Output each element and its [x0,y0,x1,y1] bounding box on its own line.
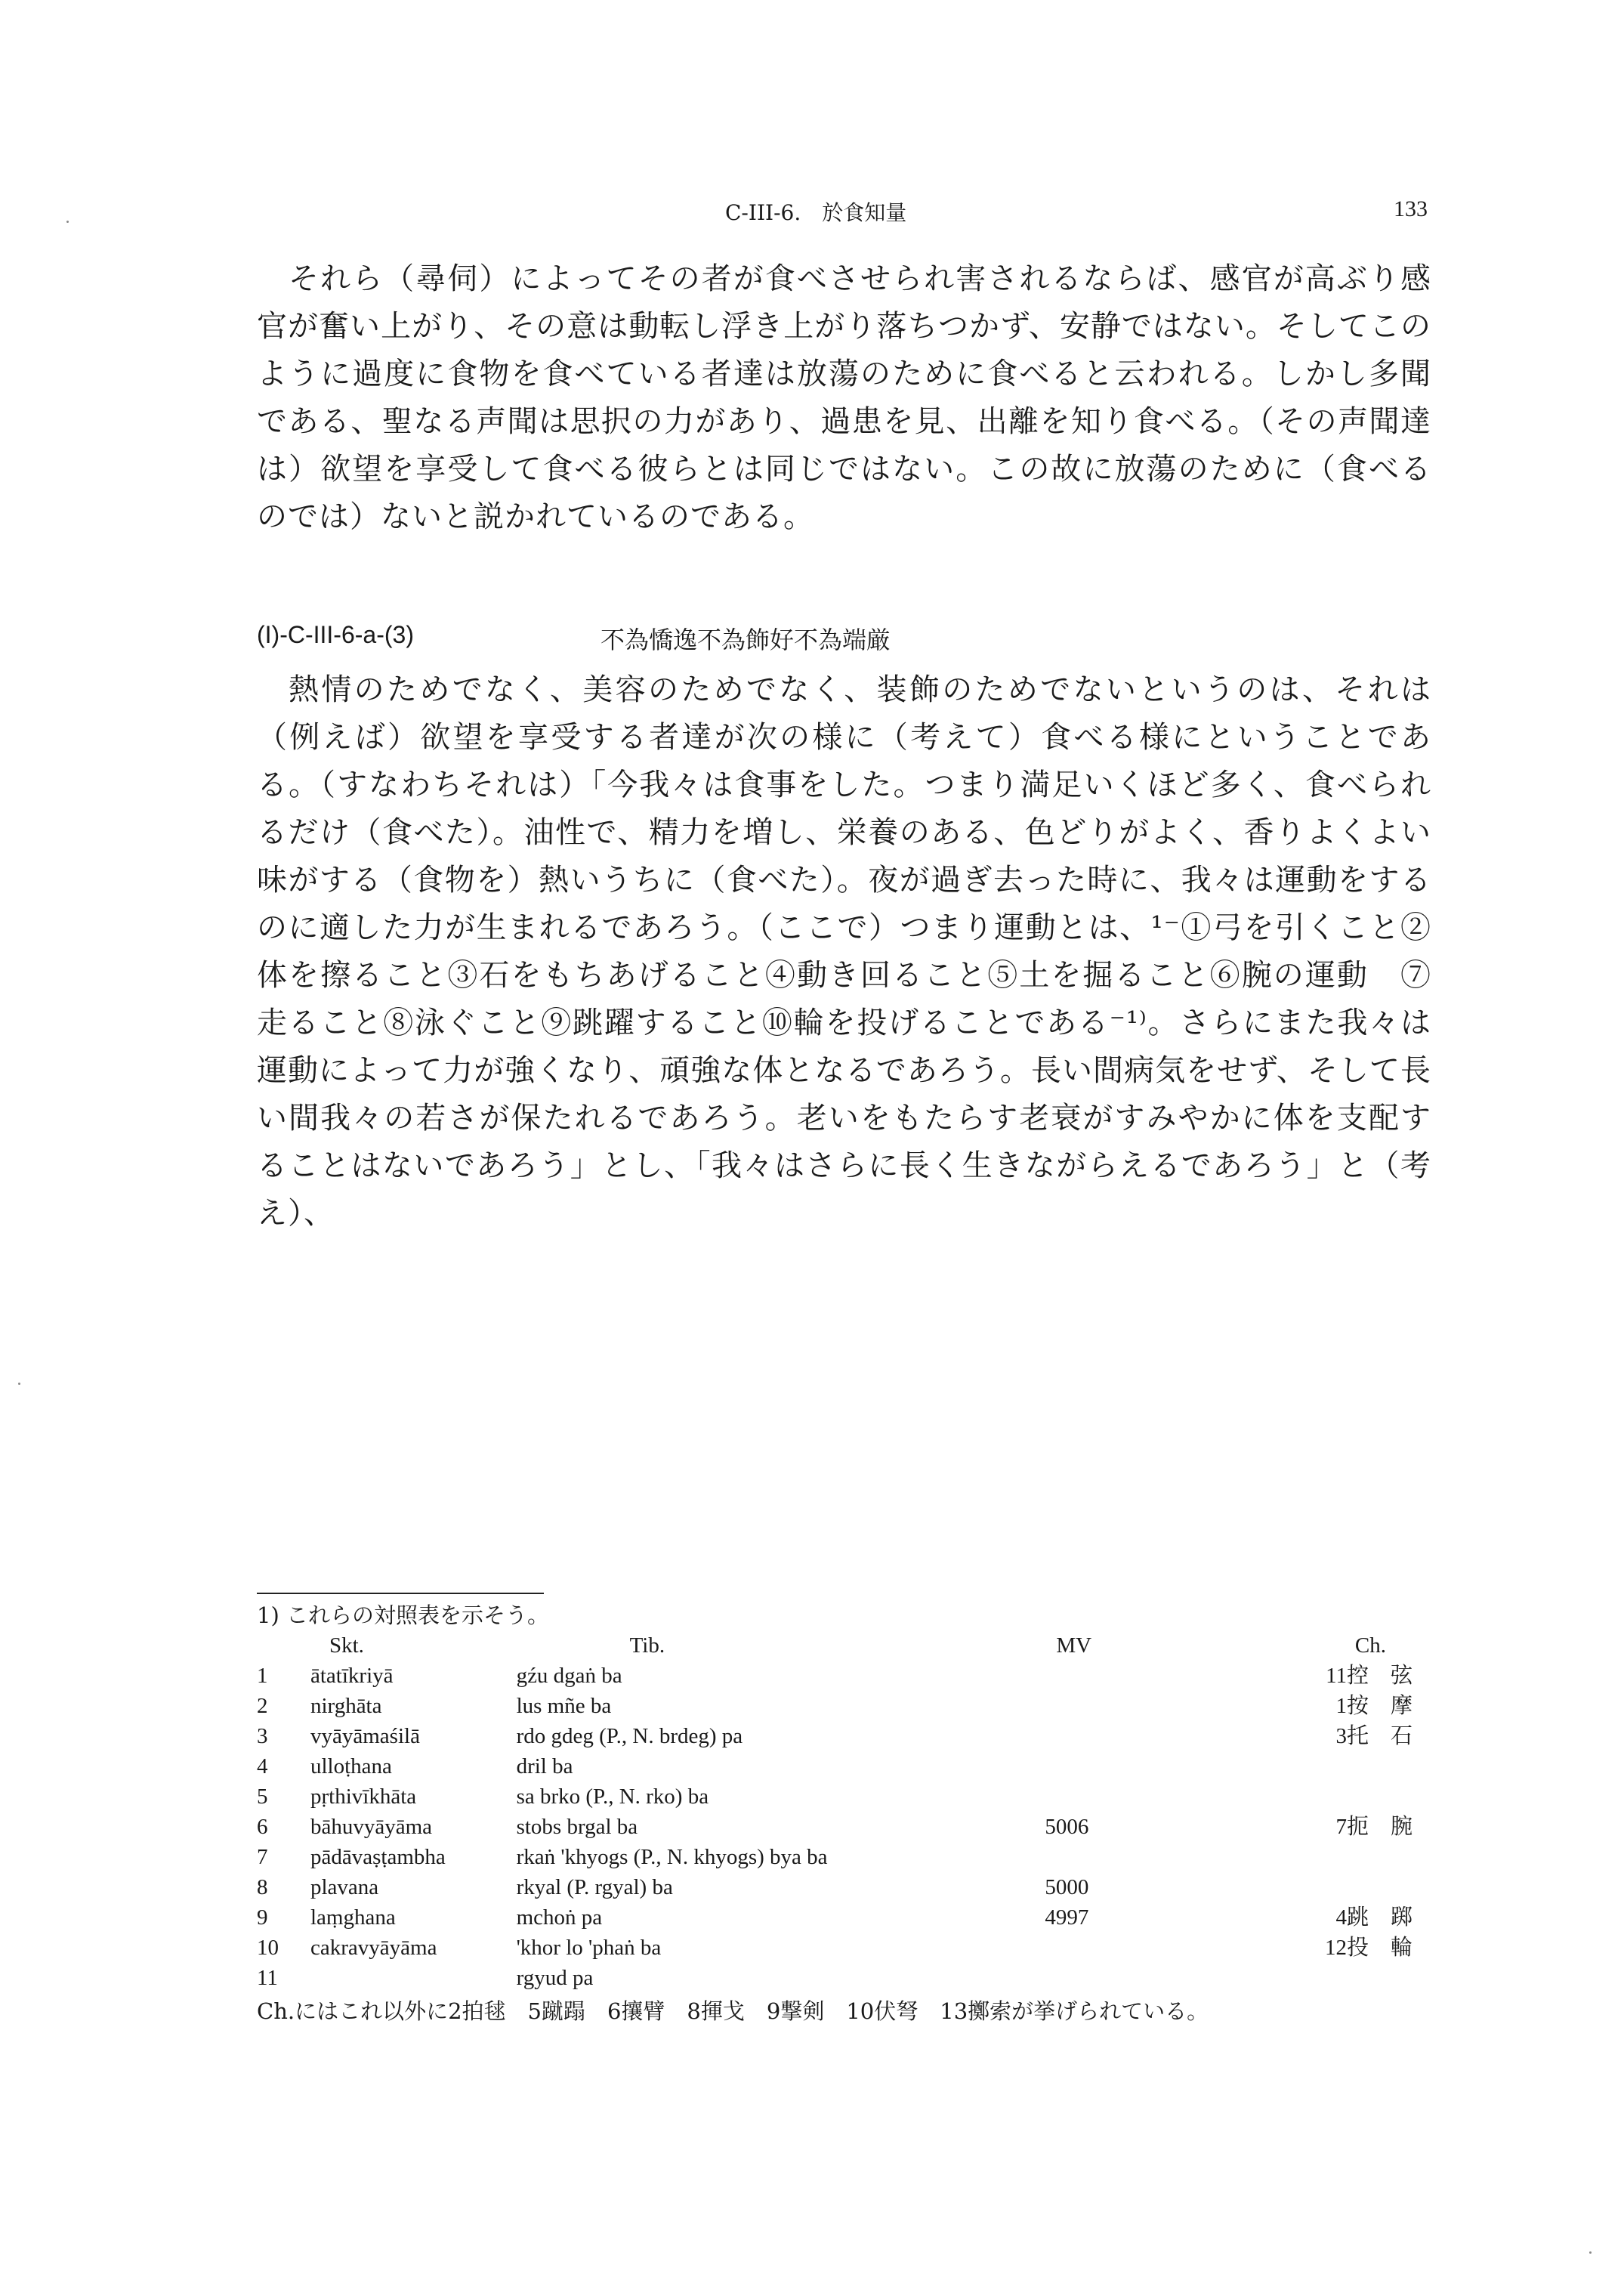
ch-term [1208,1842,1435,1872]
ch-term: 3托 石 [1335,1724,1413,1748]
table-row [257,1812,1435,1842]
footnote [257,1600,1435,2026]
row-number: 7 [257,1845,268,1869]
section-heading [257,621,1431,659]
skt-term [310,1963,517,1993]
skt-term: plavana [310,1875,379,1899]
mv-number [1045,1721,1207,1751]
row-number: 8 [257,1875,268,1899]
skt-term: nirghāta [310,1694,382,1718]
tib-term: dril ba [516,1754,573,1778]
ch-term [1208,1872,1435,1902]
row-number: 9 [257,1905,268,1930]
scan-speck [1589,2251,1592,2254]
page-header [725,189,1428,234]
ch-term: 1按 摩 [1335,1694,1413,1718]
mv-number: 4997 [1045,1905,1089,1930]
header-ch: Ch. [1354,1633,1386,1658]
tib-term: gźu dgaṅ ba [516,1664,622,1688]
header-num [257,1630,310,1661]
ch-term [1208,1963,1435,1993]
mv-number [1045,1751,1207,1781]
section-code: (I)-C-III-6-a-(3) [257,621,414,648]
ch-term [1208,1781,1435,1812]
row-number: 2 [257,1694,268,1718]
mv-number [1045,1691,1207,1721]
tib-term: rdo gdeg (P., N. brdeg) pa [516,1724,743,1748]
table-row [257,1751,1435,1781]
ch-term: 12投 輪 [1324,1936,1413,1960]
section-title: 不為憍逸不為飾好不為端厳 [601,626,891,654]
tib-term: 'khor lo 'phaṅ ba [516,1936,662,1960]
skt-term: cakravyāyāma [310,1936,437,1960]
tib-term: lus mñe ba [516,1694,612,1718]
ch-term [1208,1751,1435,1781]
skt-term: vyāyāmaśilā [310,1724,420,1748]
ch-term: 7扼 腕 [1335,1815,1413,1839]
comparison-table [257,1630,1435,1993]
scan-speck [66,221,69,223]
paragraph-text: 熱情のためでなく、美容のためでなく、装飾のためでないというのは、それは（例えば）欲望を享受する者達が次の様に（考えて）食べる様にということである。（すなわちそれは）「今我々は食事をした。つまり満足いくほど多く、食べられるだけ（食べた）。油性で、精力を増し、栄養のある、色どりがよく、香りよくよい味がする（食物を）熱いうちに（食べた）。夜が過ぎ去った時に、我々は運動をするのに適した力が生まれるであろう。（ここで）つまり運動とは、¹⁻①弓を引くこと②体を擦ること③石をもちあげること④動き回ること⑤土を掘ること⑥腕の運動 ⑦走ること⑧泳ぐこと⑨跳躍すること⑩輪を投げることである⁻¹⁾。さらにまた我々は運動によって力が強くなり、頑強な体となるであろう。長い間病気をせず、そして長い間我々の若さが保たれるであろう。老いをもたらす老衰がすみやかに体を支配することはないであろう」とし、「我々はさらに長く生きながらえるであろう」と（考え）、 [257,672,1431,1231]
mv-number [1045,1661,1207,1691]
table-row [257,1691,1435,1721]
row-number: 4 [257,1754,268,1778]
table-row [257,1933,1435,1963]
header-skt: Skt. [329,1633,364,1658]
mv-number [1045,1963,1207,1993]
mv-number [1045,1842,1207,1872]
skt-term: pādāvaṣṭambha [310,1845,446,1869]
mv-number: 5000 [1045,1875,1089,1899]
row-number: 11 [257,1966,278,1990]
tib-term: rgyud pa [516,1966,594,1990]
tib-term: rkaṅ 'khyogs (P., N. khyogs) bya ba [516,1845,828,1869]
row-number: 6 [257,1815,268,1839]
footnote-divider [257,1593,544,1594]
header-mv: MV [1056,1633,1092,1658]
footnote-intro: 1) これらの対照表を示そう。 [257,1602,549,1628]
running-title: C-III-6. 於食知量 [725,200,907,225]
ch-term: 11控 弦 [1326,1664,1413,1688]
mv-number [1045,1781,1207,1812]
table-row [257,1721,1435,1751]
body-paragraph-1 [257,255,1431,541]
table-row [257,1661,1435,1691]
skt-term: laṃghana [310,1905,396,1930]
skt-term: ātatīkriyā [310,1664,394,1688]
table-row [257,1781,1435,1812]
page-number: 133 [1394,196,1428,221]
body-paragraph-2 [257,666,1431,1238]
header-tib: Tib. [629,1633,665,1658]
tib-term: mchoṅ pa [516,1905,603,1930]
row-number: 3 [257,1724,268,1748]
table-row [257,1842,1435,1872]
skt-term: bāhuvyāyāma [310,1815,433,1839]
mv-number: 5006 [1045,1815,1089,1839]
skt-term: ulloṭhana [310,1754,392,1778]
row-number: 10 [257,1936,279,1960]
mv-number [1045,1933,1207,1963]
tib-term: sa brko (P., N. rko) ba [516,1785,709,1809]
table-row [257,1872,1435,1902]
skt-term: pṛthivīkhāta [310,1785,417,1809]
tib-term: rkyal (P. rgyal) ba [516,1875,673,1899]
paragraph-text: それら（尋伺）によってその者が食べさせられ害されるならば、感官が高ぶり感官が奮い上がり、その意は動転し浮き上がり落ちつかず、安静ではない。そしてこのように過度に食物を食べている者達は放蕩のために食べると云われる。しかし多聞である、聖なる声聞は思択の力があり、過患を見、出離を知り食べる。（その声聞達は）欲望を享受して食べる彼らとは同じではない。この故に放蕩のために（食べるのでは）ないと説かれているのである。 [257,261,1431,534]
ch-term: 4跳 踯 [1335,1905,1413,1930]
row-number: 1 [257,1664,268,1688]
footnote-closing: Ch.にはこれ以外に2拍毬 5蹴蹋 6攘臂 8揮戈 9撃剣 10伏弩 13擲索が挙げられている。 [257,1998,1209,2024]
table-row [257,1963,1435,1993]
table-row [257,1902,1435,1933]
scan-speck [18,1383,20,1385]
tib-term: stobs brgal ba [516,1815,638,1839]
table-header-row [257,1630,1435,1661]
row-number: 5 [257,1785,268,1809]
